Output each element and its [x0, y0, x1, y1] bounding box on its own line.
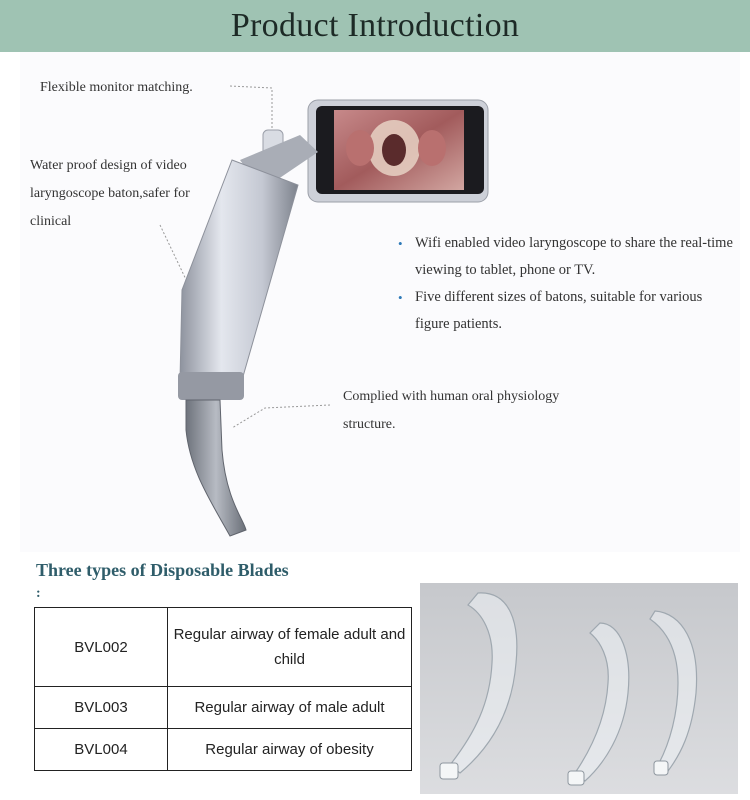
- feature-item: [398, 230, 738, 284]
- blades-section-title: Three types of Disposable Blades: [36, 560, 289, 580]
- handle: [180, 160, 298, 380]
- table-row: [35, 729, 412, 771]
- bullet-icon: •: [398, 290, 403, 305]
- blade-types-table: [34, 607, 412, 771]
- feature-text: Wifi enabled video laryngoscope to share the real-time viewing to tablet, phone or TV.: [415, 235, 733, 278]
- disposable-blades-photo: [420, 583, 738, 794]
- callout-waterproof: Water proof design of video laryngoscope baton,safer for clinical: [30, 158, 190, 229]
- monitor: [308, 100, 488, 202]
- blade-description: Regular airway of obesity: [168, 729, 412, 771]
- callout-oral-structure: Complied with human oral physiology structure.: [343, 389, 560, 432]
- bullet-icon: •: [398, 236, 403, 251]
- blade-code: BVL004: [35, 729, 168, 771]
- table-row: [35, 608, 412, 687]
- blade-code: BVL003: [35, 687, 168, 729]
- feature-list: [398, 230, 738, 338]
- feature-text: Five different sizes of batons, suitable for various figure patients.: [415, 289, 703, 332]
- blade-code: BVL002: [35, 608, 168, 687]
- blade: [186, 400, 246, 536]
- blade-description: Regular airway of female adult and child: [168, 608, 412, 687]
- blades-title-colon: :: [36, 586, 41, 601]
- page-title: Product Introduction: [230, 7, 520, 44]
- blade-description: Regular airway of male adult: [168, 687, 412, 729]
- feature-item: [398, 284, 738, 338]
- table-row: [35, 687, 412, 729]
- header-banner: [0, 0, 750, 52]
- callout-monitor: Flexible monitor matching.: [40, 80, 193, 95]
